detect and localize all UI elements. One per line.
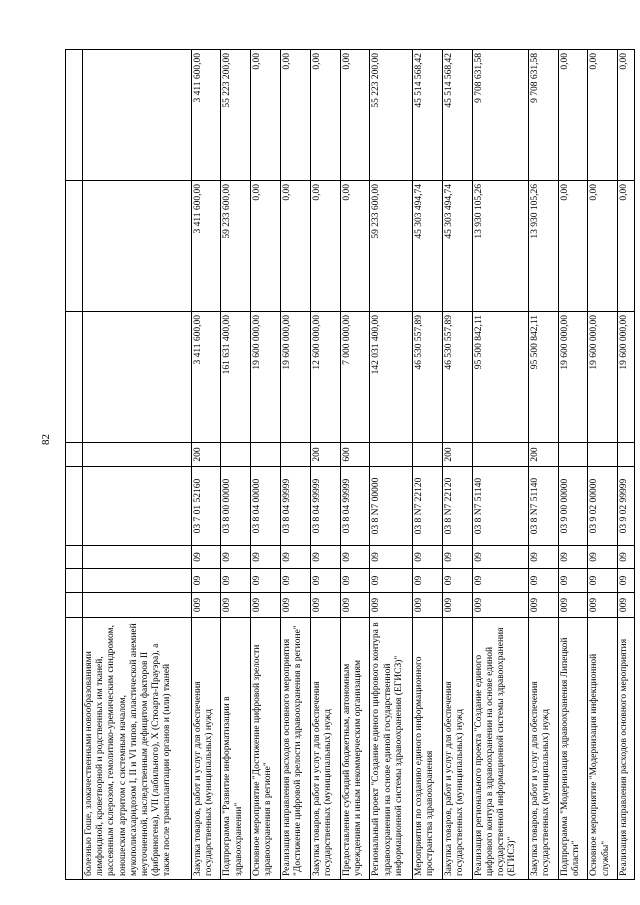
sum-year3-cell: 0,00 [251,50,281,181]
name-cell: Закупка товаров, работ и услуг для обеспечения государственных (муниципальных) нужд [528,618,558,880]
table-row [528,50,558,880]
podrazdel-cell: 09 [370,546,413,569]
header-cell [66,593,83,618]
sum-year1-cell: 95 500 842,11 [528,312,558,443]
sum-year3-cell: 0,00 [280,50,310,181]
sum-year2-cell: 0,00 [310,181,340,312]
expense-type-cell: 600 [340,443,370,467]
expense-type-cell [472,443,528,467]
ved-cell: 009 [340,593,370,618]
ved-cell: 009 [558,593,588,618]
sum-year2-cell: 0,00 [588,181,618,312]
podrazdel-cell: 09 [618,546,635,569]
sum-year1-cell: 12 600 000,00 [310,312,340,443]
sum-year1-cell: 95 500 842,11 [472,312,528,443]
ved-cell [83,593,192,618]
podrazdel-cell: 09 [413,546,443,569]
expense-type-cell: 200 [528,443,558,467]
razdel-cell: 09 [191,569,221,593]
sum-year1-cell: 19 600 000,00 [588,312,618,443]
table-row [588,50,618,880]
ved-cell: 009 [370,593,413,618]
razdel-cell: 09 [310,569,340,593]
podrazdel-cell: 09 [191,546,221,569]
expense-type-cell [588,443,618,467]
header-cell [66,443,83,467]
name-cell: Закупка товаров, работ и услуг для обеспечения государственных (муниципальных) нужд [443,618,473,880]
sum-year1-cell: 142 031 400,00 [370,312,413,443]
sum-year2-cell: 59 233 600,00 [370,181,413,312]
expense-type-cell [413,443,443,467]
sum-year2-cell: 13 930 105,26 [528,181,558,312]
table-row [83,50,192,880]
table-row [558,50,588,880]
razdel-cell: 09 [472,569,528,593]
expense-type-cell [221,443,251,467]
target-article-cell: 03 7 01 52160 [191,467,221,546]
table-row [340,50,370,880]
header-cell [66,618,83,880]
razdel-cell: 09 [221,569,251,593]
table-row [191,50,221,880]
sum-year2-cell: 0,00 [251,181,281,312]
target-article-cell: 03 8 N7 22120 [443,467,473,546]
expense-type-cell [370,443,413,467]
target-article-cell: 03 8 N7 22120 [413,467,443,546]
expense-type-cell [280,443,310,467]
table-row [618,50,635,880]
podrazdel-cell: 09 [558,546,588,569]
razdel-cell: 09 [251,569,281,593]
sum-year2-cell: 0,00 [558,181,588,312]
sum-year3-cell: 0,00 [558,50,588,181]
podrazdel-cell: 09 [310,546,340,569]
table-row [472,50,528,880]
ved-cell: 009 [528,593,558,618]
table-row [221,50,251,880]
name-cell: Реализация регионального проекта "Создание единого цифрового контура в здравоохранении на основе единой государственной информационной системы здравоохранения (ЕГИСЗ)" [472,618,528,880]
sum-year1-cell: 46 530 557,89 [443,312,473,443]
table-row [443,50,473,880]
name-cell: Подпрограмма "Развитие информатизации в здравоохранении" [221,618,251,880]
name-cell: Реализация направления расходов основного мероприятия "Достижение цифровой зрелости здравоохранения в регионе" [280,618,310,880]
table-row [370,50,413,880]
sum-year1-cell [83,312,192,443]
target-article-cell: 03 8 N7 51140 [472,467,528,546]
razdel-cell [83,569,192,593]
target-article-cell [83,467,192,546]
podrazdel-cell: 09 [280,546,310,569]
target-article-cell: 03 9 00 00000 [558,467,588,546]
name-cell: Мероприятия по созданию единого информационного пространства здравоохранения [413,618,443,880]
sum-year1-cell: 161 631 400,00 [221,312,251,443]
sum-year2-cell: 0,00 [280,181,310,312]
razdel-cell: 09 [340,569,370,593]
sum-year2-cell: 59 233 600,00 [221,181,251,312]
header-cell [66,312,83,443]
target-article-cell: 03 8 N7 51140 [528,467,558,546]
podrazdel-cell: 09 [443,546,473,569]
razdel-cell: 09 [618,569,635,593]
ved-cell: 009 [413,593,443,618]
sum-year3-cell: 0,00 [588,50,618,181]
sum-year3-cell: 9 708 631,58 [528,50,558,181]
ved-cell: 009 [618,593,635,618]
name-cell: Закупка товаров, работ и услуг для обеспечения государственных (муниципальных) нужд [191,618,221,880]
sum-year2-cell: 45 303 494,74 [443,181,473,312]
sum-year1-cell: 3 411 600,00 [191,312,221,443]
ved-cell: 009 [443,593,473,618]
sum-year2-cell: 3 411 600,00 [191,181,221,312]
sum-year1-cell: 7 000 000,00 [340,312,370,443]
name-cell: Закупка товаров, работ и услуг для обеспечения государственных (муниципальных) нужд [310,618,340,880]
razdel-cell: 09 [443,569,473,593]
podrazdel-cell: 09 [251,546,281,569]
name-cell: Региональный проект "Создание единого цифрового контура в здравоохранении на основе единой государственной информационной системы здравоохранения (ЕГИСЗ)" [370,618,413,880]
ved-cell: 009 [310,593,340,618]
sum-year1-cell: 19 600 000,00 [251,312,281,443]
expense-type-cell [83,443,192,467]
razdel-cell: 09 [588,569,618,593]
name-cell: Подпрограмма "Модернизация здравоохранения Липецкой области" [558,618,588,880]
sum-year1-cell: 19 600 000,00 [558,312,588,443]
sum-year2-cell: 0,00 [618,181,635,312]
razdel-cell: 09 [558,569,588,593]
sum-year3-cell: 3 411 600,00 [191,50,221,181]
sum-year3-cell: 0,00 [310,50,340,181]
table-body [66,50,635,880]
table-row [280,50,310,880]
podrazdel-cell: 09 [221,546,251,569]
header-cell [66,467,83,546]
sum-year3-cell: 45 514 568,42 [443,50,473,181]
name-cell: Реализация направления расходов основного мероприятия [618,618,635,880]
target-article-cell: 03 8 04 99999 [280,467,310,546]
sum-year2-cell: 0,00 [340,181,370,312]
podrazdel-cell [83,546,192,569]
ved-cell: 009 [588,593,618,618]
name-cell: Основное мероприятие "Достижение цифровой зрелости здравоохранения в регионе" [251,618,281,880]
razdel-cell: 09 [280,569,310,593]
target-article-cell: 03 9 02 00000 [588,467,618,546]
expense-type-cell: 200 [191,443,221,467]
sum-year3-cell: 55 223 200,00 [370,50,413,181]
table-row [310,50,340,880]
ved-cell: 009 [280,593,310,618]
sum-year3-cell: 0,00 [618,50,635,181]
razdel-cell: 09 [370,569,413,593]
expense-type-cell [618,443,635,467]
podrazdel-cell: 09 [588,546,618,569]
sum-year1-cell: 46 530 557,89 [413,312,443,443]
name-cell: болезнью Гоше, злокачественными новообразованиями лимфоидной, кроветворной и родственных им тканей, рассеянным склерозом, гемолитико-уремическим синдромом, юношеским артритом с системным началом, мукополисахаридозом I, II и VI типов, апластической анемией неуточненной, наследственным дефицитом факторов II (фибриногена), VII (лабильного), X (Стюарта-Прауэра), а также после трансплантации органов и (или) тканей [83,618,192,880]
budget-table [65,49,635,880]
table-header-row [66,50,83,880]
expense-type-cell [251,443,281,467]
expense-type-cell [558,443,588,467]
ved-cell: 009 [221,593,251,618]
sum-year2-cell: 45 303 494,74 [413,181,443,312]
name-cell: Основное мероприятие "Модернизация инфекционной службы" [588,618,618,880]
name-cell: Предоставление субсидий бюджетным, автономным учреждениям и иным некоммерческим организациям [340,618,370,880]
target-article-cell: 03 8 04 00000 [251,467,281,546]
expense-type-cell: 200 [443,443,473,467]
page-number: 82 [40,434,52,445]
ved-cell: 009 [472,593,528,618]
header-cell [66,50,83,181]
rotated-page-content [65,50,635,880]
target-article-cell: 03 8 00 00000 [221,467,251,546]
sum-year1-cell: 19 600 000,00 [618,312,635,443]
header-cell [66,181,83,312]
ved-cell: 009 [251,593,281,618]
target-article-cell: 03 9 02 99999 [618,467,635,546]
sum-year3-cell: 45 514 568,42 [413,50,443,181]
podrazdel-cell: 09 [472,546,528,569]
sum-year3-cell: 55 223 200,00 [221,50,251,181]
sum-year2-cell [83,181,192,312]
table-row [251,50,281,880]
target-article-cell: 03 8 04 99999 [310,467,340,546]
target-article-cell: 03 8 N7 00000 [370,467,413,546]
razdel-cell: 09 [528,569,558,593]
table-row [413,50,443,880]
sum-year2-cell: 13 930 105,26 [472,181,528,312]
header-cell [66,546,83,569]
sum-year3-cell: 0,00 [340,50,370,181]
razdel-cell: 09 [413,569,443,593]
header-cell [66,569,83,593]
sum-year1-cell: 19 600 000,00 [280,312,310,443]
podrazdel-cell: 09 [340,546,370,569]
ved-cell: 009 [191,593,221,618]
podrazdel-cell: 09 [528,546,558,569]
sum-year3-cell: 9 708 631,58 [472,50,528,181]
sum-year3-cell [83,50,192,181]
target-article-cell: 03 8 04 99999 [340,467,370,546]
expense-type-cell: 200 [310,443,340,467]
